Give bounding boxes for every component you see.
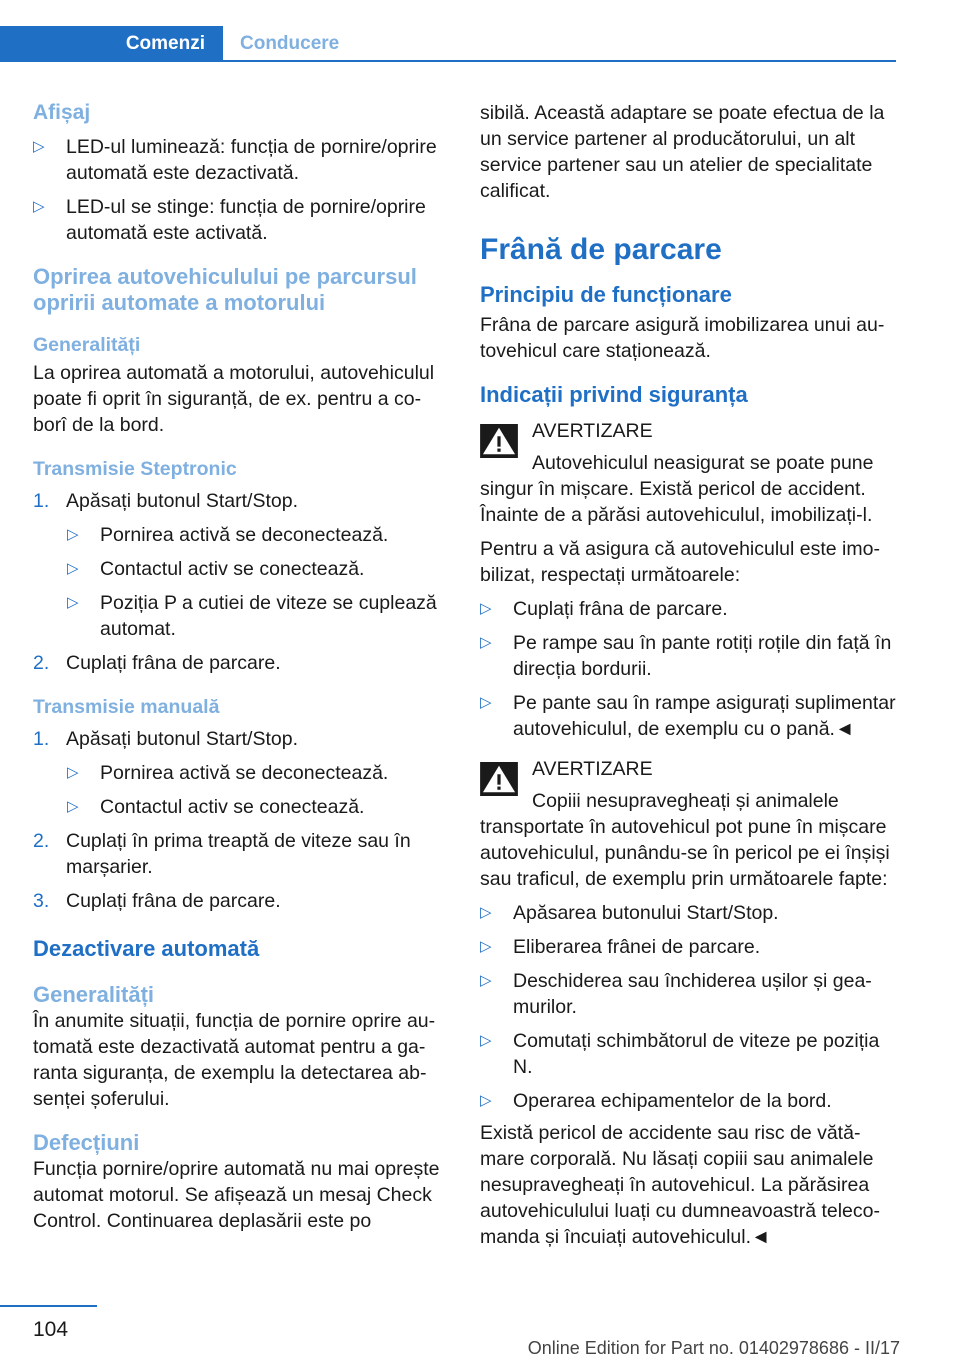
warning-triangle-icon: [480, 762, 518, 796]
paragraph: În anumite situații, funcția de pornire oprire automată este dezactivată automat pentru a garanta siguranța, de exemplu la detectarea absenței șoferului.: [33, 1010, 436, 1110]
step-item: 1. Apăsați butonul Start/Stop.: [33, 490, 298, 512]
warning-title: AVERTIZARE: [532, 758, 653, 780]
warning-block: AVERTIZARE Autovehiculul neasigurat se poate pune singur în mișcare. Există pericol de accident. Înainte de a părăsi autovehiculul, imobilizați-l.: [480, 418, 898, 528]
sub-item: ▷ Poziția P a cutiei de viteze se cuplează automat.: [67, 592, 437, 640]
list-item: ▷ Deschiderea sau închiderea ușilor și geamurilor.: [480, 970, 872, 1018]
bullet-icon: ▷: [33, 138, 45, 155]
bullet-icon: ▷: [480, 938, 492, 955]
bullet-icon: ▷: [480, 600, 492, 617]
bullet-icon: ▷: [480, 1092, 492, 1109]
paragraph: La oprirea automată a motorului, autovehiculul poate fi oprit în siguranță, de ex. pentru a coborî de la bord.: [33, 362, 435, 436]
warning-triangle-icon: [480, 424, 518, 458]
sub-item: ▷ Contactul activ se conectează.: [67, 796, 365, 818]
heading-dezactivare: Dezactivare automată: [33, 936, 260, 961]
bullet-icon: ▷: [67, 594, 79, 611]
list-item: ▷ LED-ul luminează: funcția de pornire/oprire automată este dezactivată.: [33, 136, 437, 184]
sub-item: ▷ Pornirea activă se deconectează.: [67, 762, 389, 784]
bullet-icon: ▷: [67, 526, 79, 543]
list-item: ▷ Eliberarea frânei de parcare.: [480, 936, 761, 958]
bullet-icon: ▷: [480, 904, 492, 921]
left-column: [33, 100, 448, 1234]
list-item: ▷ Cuplați frâna de parcare.: [480, 598, 728, 620]
heading-steptronic: Transmisie Steptronic: [33, 458, 237, 480]
sub-item: ▷ Pornirea activă se deconectează.: [67, 524, 389, 546]
bullet-icon: ▷: [480, 694, 492, 711]
heading-manual: Transmisie manuală: [33, 696, 220, 718]
heading-generalitati: Generalități: [33, 334, 141, 356]
paragraph: sibilă. Această adaptare se poate efectua de la un service partener al producătorului, un alt service partener sau un atelier de specialitate calificat.: [480, 102, 885, 202]
heading-defectiuni: Defecțiuni: [33, 1130, 140, 1155]
step-item: 2. Cuplați frâna de parcare.: [33, 652, 281, 674]
step-item: 2. Cuplați în prima treaptă de viteze sau în marșarier.: [33, 830, 411, 878]
tab-conducere[interactable]: Conducere: [240, 33, 340, 54]
warning-title: AVERTIZARE: [532, 420, 653, 442]
bullet-icon: ▷: [480, 972, 492, 989]
heading-generalitati-2: Generalități: [33, 982, 155, 1007]
list-item: ▷ LED-ul se stinge: funcția de pornire/oprire automată este activată.: [33, 196, 426, 244]
paragraph: Există pericol de accidente sau risc de vătămare corporală. Nu lăsați copiii sau animalele nesupravegheați în autovehicul. La părăsirea autovehiculului luați cu dumneavoastră telecomanda și încuiați autovehiculul.◄: [480, 1122, 880, 1248]
bullet-icon: ▷: [480, 1032, 492, 1049]
bullet-icon: ▷: [33, 198, 45, 215]
paragraph: Pentru a vă asigura că autovehiculul este imobilizat, respectați următoarele:: [480, 538, 880, 586]
heading-indicatii: Indicații privind siguranța: [480, 382, 748, 407]
tab-comenzi[interactable]: Comenzi: [0, 26, 223, 62]
step-item: 1. Apăsați butonul Start/Stop.: [33, 728, 298, 750]
list-item: ▷ Comutați schimbătorul de viteze pe poziția N.: [480, 1030, 880, 1078]
bullet-icon: ▷: [67, 764, 79, 781]
warning-text: singur în mișcare. Există pericol de accident. Înainte de a părăsi autovehiculul, imobilizați-l.: [480, 478, 873, 526]
list-item: ▷ Operarea echipamentelor de la bord.: [480, 1090, 832, 1112]
bullet-icon: ▷: [67, 560, 79, 577]
paragraph: Frâna de parcare asigură imobilizarea unui autovehicul care staționează.: [480, 314, 885, 362]
edition-note: Online Edition for Part no. 01402978686 - II/17: [527, 1338, 900, 1358]
heading-principiu: Principiu de funcționare: [480, 282, 732, 307]
warning-text: transportate în autovehicul pot pune în mișcare autovehiculul, punându-se în pericol pe ei înșiși sau traficul, de exemplu prin următoarele fapte:: [480, 816, 890, 890]
footer-rule: [0, 1305, 97, 1307]
chapter-tabs: [0, 26, 896, 62]
heading-frana: Frână de parcare: [480, 233, 722, 266]
paragraph: Funcția pornire/oprire automată nu mai oprește automat motorul. Se afișează un mesaj Check Control. Continuarea deplasării este po: [33, 1158, 440, 1232]
list-item: ▷ Pe pante sau în rampe asigurați suplimentar autovehiculul, de exemplu cu o pană.◄: [480, 692, 896, 740]
warning-block: AVERTIZARE Copiii nesupravegheați și animalele transportate în autovehicul pot pune în mișcare autovehiculul, punându-se în pericol pe ei înșiși sau traficul, de exemplu prin următoarele fapte:: [480, 756, 898, 892]
list-item: ▷ Apăsarea butonului Start/Stop.: [480, 902, 779, 924]
heading-afisaj: Afișaj: [33, 101, 91, 124]
list-item: ▷ Pe rampe sau în pante rotiți roțile din față în direcția bordurii.: [480, 632, 892, 680]
right-column: [480, 100, 898, 1250]
header-rule: [0, 60, 896, 62]
heading-oprirea: Oprirea autovehiculului pe parcursul opririi automate a motorului: [33, 264, 417, 315]
bullet-icon: ▷: [67, 798, 79, 815]
bullet-icon: ▷: [480, 634, 492, 651]
sub-item: ▷ Contactul activ se conectează.: [67, 558, 365, 580]
page-number: 104: [33, 1318, 69, 1341]
step-item: 3. Cuplați frâna de parcare.: [33, 890, 281, 912]
